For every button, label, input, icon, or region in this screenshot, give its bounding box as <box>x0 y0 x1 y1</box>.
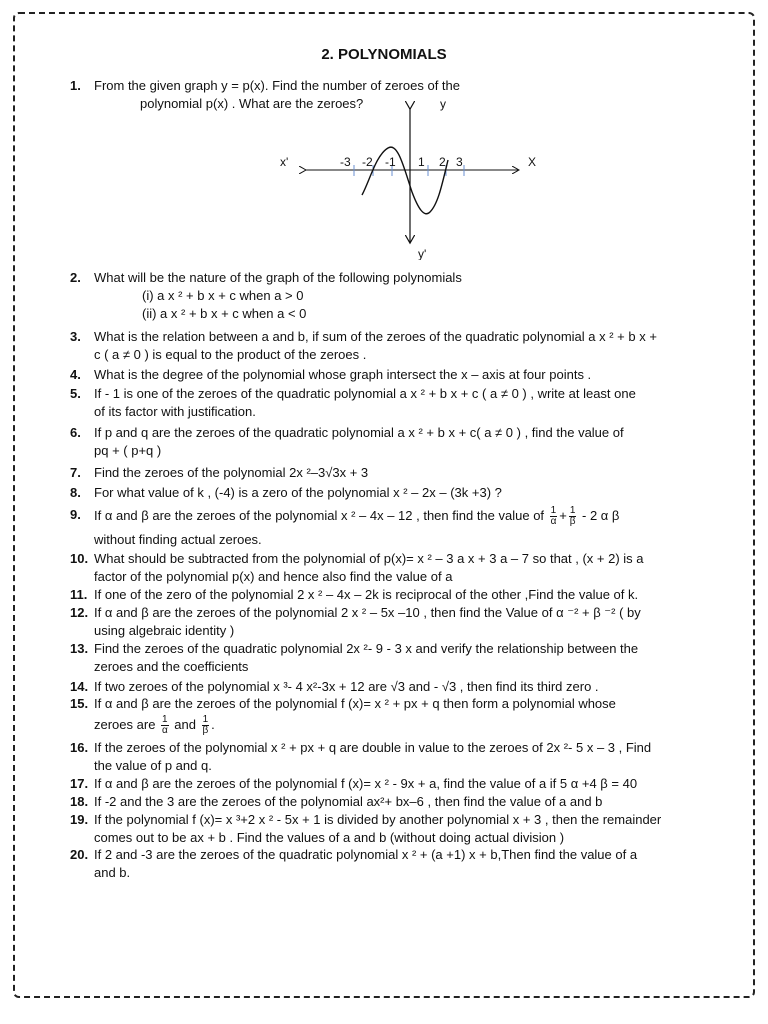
question-text: What should be subtracted from the polynomial of p(x)= x ² – 3 a x + 3 a – 7 so that , (x + 2) is a <box>94 551 644 566</box>
tick-label: -2 <box>362 155 373 169</box>
question-text: What is the relation between a and b, if sum of the zeroes of the quadratic polynomial a x ² + b x + <box>94 329 657 344</box>
page-title: 2. POLYNOMIALS <box>321 46 447 63</box>
question-text: of its factor with justification. <box>94 404 256 419</box>
question-14 <box>70 678 730 696</box>
question-text: If one of the zero of the polynomial 2 x ² – 4x – 2k is reciprocal of the other ,Find the value of k. <box>94 587 639 602</box>
question-number: 12. <box>70 605 89 620</box>
question-number: 8. <box>70 485 81 500</box>
tick-label: -3 <box>340 155 351 169</box>
question-9 <box>70 506 730 549</box>
question-number: 15. <box>70 696 89 711</box>
question-4 <box>70 366 730 384</box>
fraction-one-over-alpha: $\frac{1}{\alpha}$ <box>550 505 557 527</box>
question-number: 6. <box>70 425 81 440</box>
question-text: using algebraic identity ) <box>94 623 235 638</box>
y-label: y <box>440 100 446 111</box>
question-text: If the polynomial f (x)= x ³+2 x ² - 5x + 1 is divided by another polynomial x + 3 , then the remainder <box>94 812 662 827</box>
question-text: If α and β are the zeroes of the polynomial f (x)= x ² - 9x + a, find the value of a if 5 α +4 β = 40 <box>94 776 638 791</box>
question-subpart: (ii) a x ² + b x + c when a < 0 <box>142 306 307 321</box>
question-18 <box>70 793 730 811</box>
question-text: If p and q are the zeroes of the quadratic polynomial a x ² + b x + c( a ≠ 0 ) , find the value of <box>94 425 624 440</box>
question-8 <box>70 484 730 502</box>
question-text: For what value of k , (-4) is a zero of the polynomial x ² – 2x – (3k +3) ? <box>94 485 502 500</box>
question-15 <box>70 695 730 736</box>
question-text: pq + ( p+q ) <box>94 443 162 458</box>
question-subpart: (i) a x ² + b x + c when a > 0 <box>142 288 304 303</box>
question-11 <box>70 586 730 604</box>
question-12 <box>70 604 730 640</box>
question-5 <box>70 385 730 421</box>
question-text: If α and β are the zeroes of the polynomial x ² – 4x – 12 , then find the value of $\frac{1}{\alpha}$ + $\frac{1}{\beta}$ - 2 α β <box>94 505 620 527</box>
question-text: the value of p and q. <box>94 758 212 773</box>
question-text: From the given graph y = p(x). Find the number of zeroes of the <box>94 78 460 93</box>
question-text: without finding actual zeroes. <box>94 532 262 547</box>
question-text: What is the degree of the polynomial whose graph intersect the x – axis at four points . <box>94 367 592 382</box>
question-20 <box>70 846 730 882</box>
question-text: polynomial p(x) . What are the zeroes? <box>140 96 364 111</box>
question-text: Find the zeroes of the quadratic polynomial 2x ²- 9 - 3 x and verify the relationship between the <box>94 641 639 656</box>
question-text: If -2 and the 3 are the zeroes of the polynomial ax²+ bx–6 , then find the value of a and b <box>94 794 603 809</box>
question-19 <box>70 811 730 847</box>
question-text-part: zeroes are <box>94 716 156 732</box>
question-number: 18. <box>70 794 89 809</box>
graph-curve <box>362 147 448 214</box>
tick-label: -1 <box>385 155 396 169</box>
x-prime-label: x' <box>280 155 289 169</box>
question-number: 3. <box>70 329 81 344</box>
question-text: If - 1 is one of the zeroes of the quadratic polynomial a x ² + b x + c ( a ≠ 0 ) , write at least one <box>94 386 636 401</box>
question-text: If α and β are the zeroes of the polynomial 2 x ² – 5x –10 , then find the Value of α ⁻² + β ⁻² ( by <box>94 605 641 620</box>
polynomial-graph <box>280 100 550 260</box>
question-text: and b. <box>94 865 131 880</box>
question-text: If α and β are the zeroes of the polynomial f (x)= x ² + px + q then form a polynomial whose <box>94 696 616 711</box>
question-number: 17. <box>70 776 89 791</box>
question-text: c ( a ≠ 0 ) is equal to the product of the zeroes . <box>94 347 367 362</box>
question-number: 20. <box>70 847 89 862</box>
question-6 <box>70 424 730 460</box>
question-number: 1. <box>70 78 81 93</box>
question-number: 13. <box>70 641 89 656</box>
question-number: 11. <box>70 587 88 602</box>
x-label: X <box>528 155 537 169</box>
tick-label: 1 <box>418 155 425 169</box>
question-13 <box>70 640 730 676</box>
question-text: zeroes are $\frac{1}{\alpha}$ and $\frac{1}{\beta}$ . <box>94 714 215 736</box>
question-text: Find the zeroes of the polynomial 2x ²–3√3x + 3 <box>94 465 369 480</box>
fraction-one-over-alpha: $\frac{1}{\alpha}$ <box>161 714 168 736</box>
question-16 <box>70 739 730 775</box>
question-number: 9. <box>70 507 81 522</box>
tick-label: 3 <box>456 155 463 169</box>
y-prime-label: y' <box>418 247 427 260</box>
question-number: 5. <box>70 386 81 401</box>
question-text: comes out to be ax + b . Find the values of a and b (without doing actual division ) <box>94 830 565 845</box>
fraction-one-over-beta: $\frac{1}{\beta}$ <box>202 714 209 736</box>
question-text-part: - 2 α β <box>582 507 620 523</box>
question-text: What will be the nature of the graph of the following polynomials <box>94 270 462 285</box>
question-text-part: If α and β are the zeroes of the polynomial x ² – 4x – 12 , then find the value of <box>94 507 545 523</box>
question-text: factor of the polynomial p(x) and hence also find the value of a <box>94 569 453 584</box>
question-3 <box>70 328 730 364</box>
tick-label: 2 <box>439 155 446 169</box>
question-text: If 2 and -3 are the zeroes of the quadratic polynomial x ² + (a +1) x + b,Then find the value of a <box>94 847 638 862</box>
question-number: 2. <box>70 270 81 285</box>
question-text: If two zeroes of the polynomial x ³- 4 x²-3x + 12 are √3 and - √3 , then find its third zero . <box>94 679 599 694</box>
fraction-one-over-beta: $\frac{1}{\beta}$ <box>569 505 576 527</box>
question-text: zeroes and the coefficients <box>94 659 249 674</box>
question-number: 7. <box>70 465 81 480</box>
question-number: 4. <box>70 367 81 382</box>
question-number: 14. <box>70 679 89 694</box>
question-number: 10. <box>70 551 89 566</box>
question-number: 19. <box>70 812 89 827</box>
question-7 <box>70 464 730 482</box>
question-number: 16. <box>70 740 89 755</box>
question-10 <box>70 550 730 586</box>
question-17 <box>70 775 730 793</box>
question-2 <box>70 269 730 323</box>
question-text: If the zeroes of the polynomial x ² + px + q are double in value to the zeroes of 2x ²- 5 x – 3 , Find <box>94 740 652 755</box>
question-text-part: and <box>174 716 196 732</box>
